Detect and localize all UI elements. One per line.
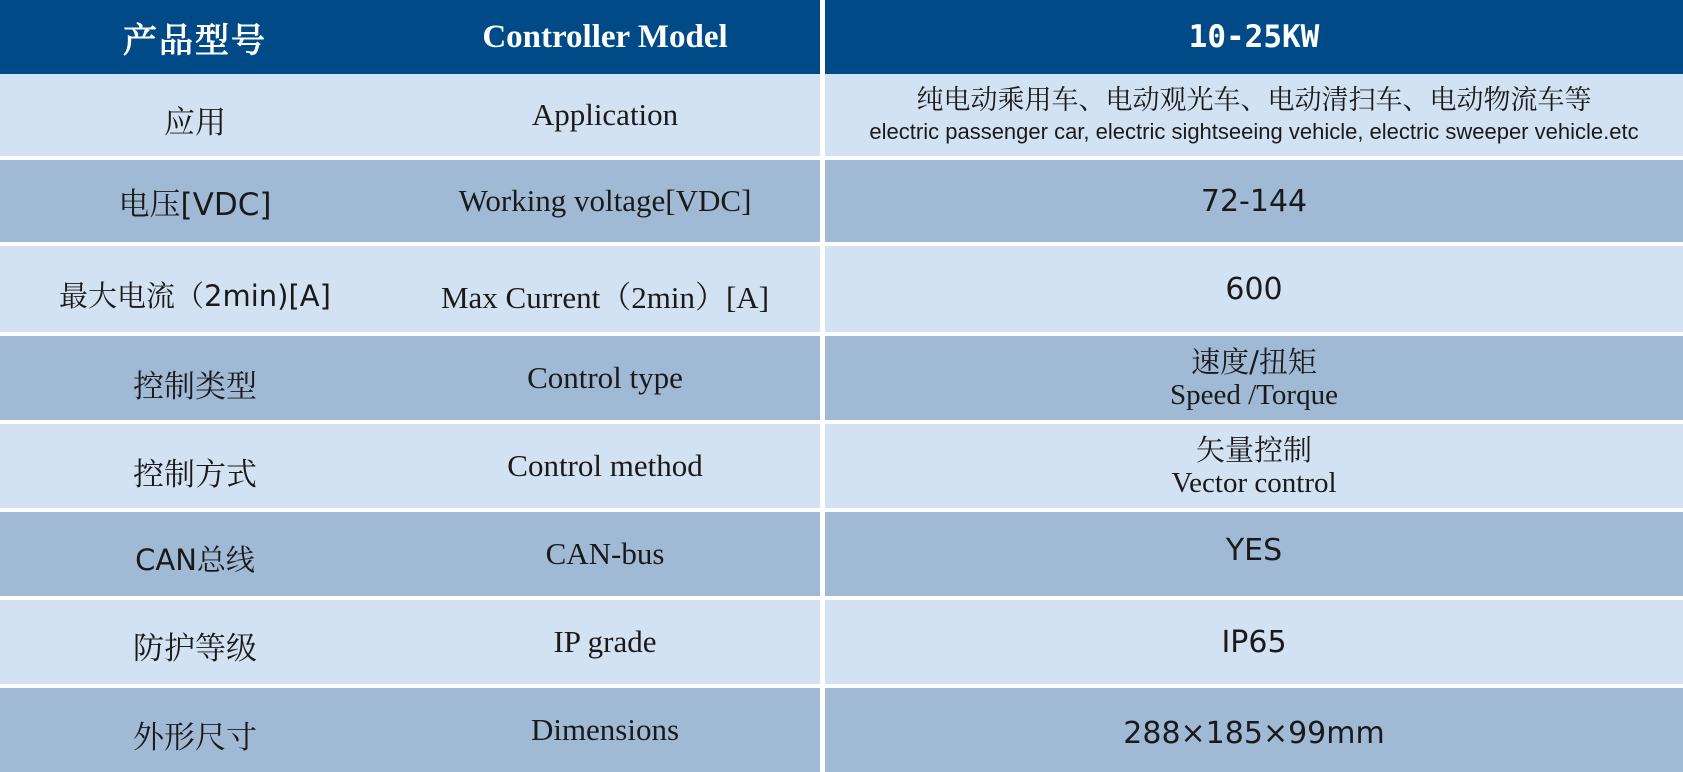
row-label-cn: 控制方式 [133, 456, 257, 493]
header-col-en: Controller Model [482, 18, 728, 55]
table-row [0, 246, 1683, 332]
row-label-en: Control method [507, 448, 703, 483]
row-label-cn: 外形尺寸 [133, 719, 257, 756]
row-label-cn: 电压[VDC] [118, 186, 272, 223]
row-label-en: Application [531, 97, 679, 132]
row-value: 600 [825, 246, 1683, 332]
table-header [0, 0, 1683, 74]
row-value: IP65 [825, 600, 1683, 684]
table-row [0, 160, 1683, 242]
row-label-en: CAN-bus [545, 536, 665, 571]
table-row [0, 688, 1683, 772]
row-label-en: IP grade [553, 624, 657, 659]
row-label-cn: 最大电流（2min)[A] [59, 278, 331, 313]
row-label-cn: 控制类型 [133, 368, 257, 405]
table-row [0, 512, 1683, 596]
row-value-en: Vector control [1171, 466, 1337, 499]
row-value: 288×185×99mm [825, 688, 1683, 772]
header-col-cn: 产品型号 [123, 20, 267, 61]
row-value-en: Speed /Torque [1170, 378, 1338, 411]
row-label-cn: 防护等级 [133, 630, 257, 667]
row-label-en: Max Current（2min）[A] [440, 279, 770, 315]
table-row [0, 336, 1683, 420]
row-value-en: electric passenger car, electric sightseeing vehicle, electric sweeper vehicle.etc [869, 118, 1639, 144]
row-value-cn: 矢量控制 [1195, 432, 1312, 467]
table-row [0, 74, 1683, 156]
row-value [825, 336, 1683, 420]
row-label-en: Working voltage[VDC] [458, 183, 752, 218]
row-label-en: Control type [527, 360, 683, 395]
row-value: YES [825, 512, 1683, 596]
row-label-cn: CAN总线 [135, 542, 255, 577]
row-value: 72-144 [825, 160, 1683, 242]
table-row [0, 600, 1683, 684]
row-value [825, 74, 1683, 156]
header-col-value: 10-25KW [825, 0, 1683, 74]
table-row [0, 424, 1683, 508]
row-label-en: Dimensions [530, 712, 680, 747]
row-label-cn: 应用 [164, 104, 226, 141]
row-value-cn: 速度/扭矩 [1191, 344, 1317, 379]
row-value-cn: 纯电动乘用车、电动观光车、电动清扫车、电动物流车等 [916, 84, 1592, 116]
row-value [825, 424, 1683, 508]
